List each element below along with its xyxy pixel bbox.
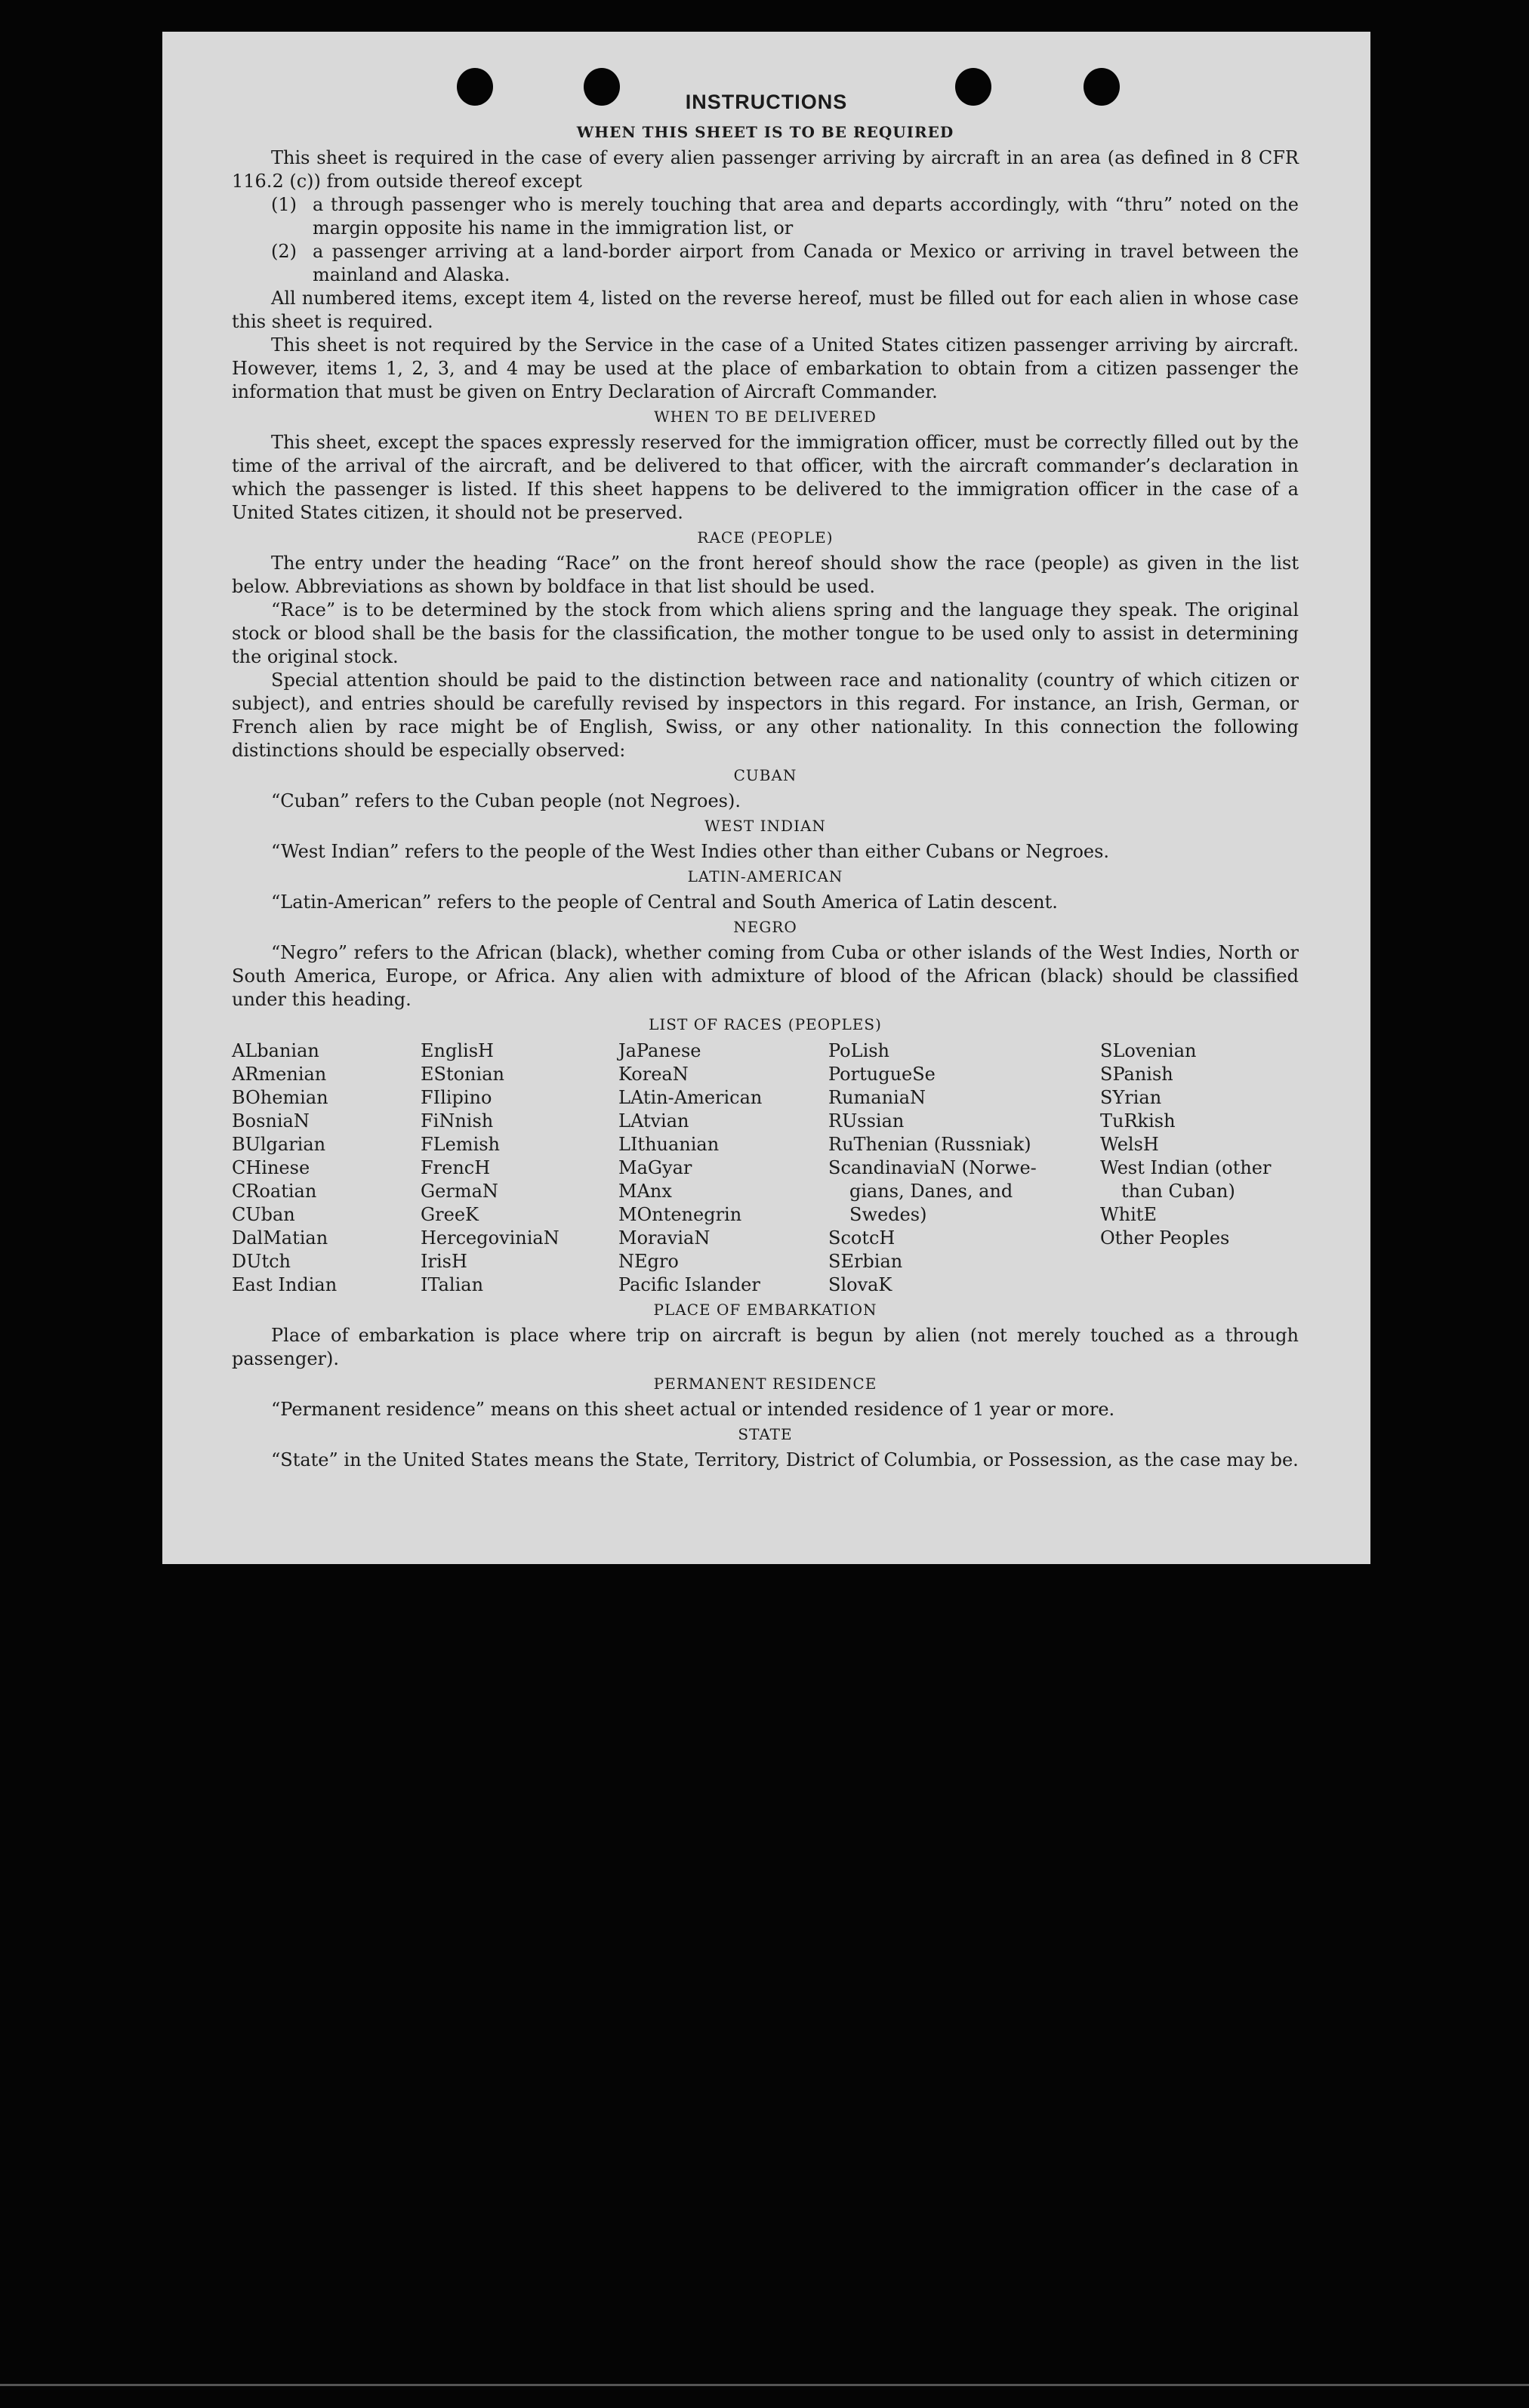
race-entry: ScandinaviaN (Norwe- [828,1157,1037,1178]
race-entry: LIthuanian [618,1134,720,1155]
race-entry: PoLish [828,1040,890,1061]
paragraph: All numbered items, except item 4, listed on the reverse hereof, must be filled out for each alien in whose case this sheet is required. [232,288,1299,332]
race-entry: East Indian [232,1274,338,1295]
race-entry: SErbian [828,1251,903,1272]
paragraph: “State” in the United States means the State, Territory, District of Columbia, or Possession, as the case may be. [271,1449,1299,1470]
race-entry: RUssian [828,1110,905,1132]
scan-edge-line [0,2384,1529,2386]
race-column [232,1039,421,1297]
race-entry: gians, Danes, and [849,1181,1013,1202]
paragraph: “Latin-American” refers to the people of Central and South America of Latin descent. [271,891,1058,913]
race-entry: FiNnish [421,1110,494,1132]
paragraph: “West Indian” refers to the people of the West Indies other than either Cubans or Negroes. [271,841,1110,862]
race-entry: SlovaK [828,1274,892,1295]
race-entry: BUlgarian [232,1134,326,1155]
item-number: (2) [271,241,297,262]
section-heading: PLACE OF EMBARKATION [653,1301,877,1319]
race-entry: ITalian [421,1274,484,1295]
race-entry: SYrian [1100,1087,1162,1108]
race-entry: EStonian [421,1064,504,1085]
paragraph: This sheet is not required by the Service in the case of a United States citizen passenger arriving by aircraft. However, items 1, 2, 3, and 4 may be used at the place of embarkation to obtain from a citizen passenger the information that must be given on Entry Declaration of Aircraft Commander. [232,334,1299,402]
race-entry: KoreaN [618,1064,689,1085]
race-entry: DalMatian [232,1227,328,1249]
paragraph: This sheet is required in the case of every alien passenger arriving by aircraft in an area (as defined in 8 CFR 116.2 (c)) from outside thereof except [232,147,1299,192]
paragraph: “Permanent residence” means on this sheet actual or intended residence of 1 year or more. [271,1399,1115,1420]
paragraph: “Negro” refers to the African (black), whether coming from Cuba or other islands of the West Indies, North or South America, Europe, or Africa. Any alien with admixture of blood of the African (black) should be classified under this heading. [232,942,1299,1010]
race-entry: BOhemian [232,1087,328,1108]
race-entry: MAnx [618,1181,672,1202]
race-entry: IrisH [421,1251,467,1272]
paragraph: Special attention should be paid to the distinction between race and nationality (country of which citizen or subject), and entries should be carefully revised by inspectors in this regard. For instance, an Irish, German, or French alien by race might be of English, Swiss, or any other nationality. In this connection the following distinctions should be especially observed: [232,670,1299,761]
item-number: (1) [271,194,297,215]
race-entry: Swedes) [849,1204,927,1225]
race-entry: PortugueSe [828,1064,936,1085]
race-entry: MaGyar [618,1157,692,1178]
race-entry: RumaniaN [828,1087,926,1108]
race-entry: ARmenian [232,1064,327,1085]
item-text: a through passenger who is merely touching that area and departs accordingly, with “thru” noted on the margin opposite his name in the immigration list, or [313,194,1299,239]
race-entry: FrencH [421,1157,491,1178]
race-entry: WelsH [1100,1134,1159,1155]
section-heading: STATE [738,1425,793,1443]
race-list [232,1039,1299,1297]
race-entry: EnglisH [421,1040,494,1061]
race-entry: Other Peoples [1100,1227,1230,1249]
race-entry: than Cuban) [1121,1181,1235,1202]
paragraph: Place of embarkation is place where trip on aircraft is begun by alien (not merely touched as a through passenger). [232,1325,1299,1369]
race-entry: MOntenegrin [618,1204,742,1225]
paragraph: “Race” is to be determined by the stock from which aliens spring and the language they speak. The original stock or blood shall be the basis for the classification, the mother tongue to be used only to assist in determining the original stock. [232,599,1299,667]
race-column [618,1039,828,1297]
race-entry: CHinese [232,1157,310,1178]
section-heading: CUBAN [733,766,797,784]
list-item [271,193,1299,240]
race-entry: DUtch [232,1251,291,1272]
race-entry: MoraviaN [618,1227,711,1249]
race-entry: TuRkish [1100,1110,1176,1132]
race-column [828,1039,1100,1297]
section-heading: WHEN THIS SHEET IS TO BE REQUIRED [576,123,954,141]
section-heading: LIST OF RACES (PEOPLES) [649,1015,882,1033]
page-title: INSTRUCTIONS [685,91,848,113]
race-entry: FIlipino [421,1087,492,1108]
section-heading: RACE (PEOPLE) [697,528,834,547]
race-column [421,1039,618,1297]
race-entry: GreeK [421,1204,479,1225]
race-entry: CUban [232,1204,295,1225]
race-entry: NEgro [618,1251,679,1272]
paragraph: “Cuban” refers to the Cuban people (not Negroes). [271,790,741,811]
list-item [271,240,1299,287]
race-entry: West Indian (other [1100,1157,1272,1178]
section-heading: WHEN TO BE DELIVERED [654,408,877,426]
race-entry: SPanish [1100,1064,1173,1085]
paragraph: The entry under the heading “Race” on the front hereof should show the race (people) as given in the list below. Abbreviations as shown by boldface in that list should be used. [232,553,1299,597]
document-sheet [162,32,1370,1564]
section-heading: LATIN-AMERICAN [687,867,843,885]
race-entry: RuThenian (Russniak) [828,1134,1031,1155]
race-entry: GermaN [421,1181,498,1202]
race-column [1100,1039,1298,1297]
race-entry: Pacific Islander [618,1274,760,1295]
race-entry: HercegoviniaN [421,1227,560,1249]
section-heading: WEST INDIAN [704,817,826,835]
race-entry: ALbanian [232,1040,319,1061]
race-entry: CRoatian [232,1181,317,1202]
race-entry: WhitE [1100,1204,1157,1225]
instructions-body [232,119,1299,1472]
race-entry: FLemish [421,1134,500,1155]
race-entry: BosniaN [232,1110,310,1132]
race-entry: SLovenian [1100,1040,1197,1061]
paragraph: This sheet, except the spaces expressly reserved for the immigration officer, must be correctly filled out by the time of the arrival of the aircraft, and be delivered to that officer, with the aircraft commander’s declaration in which the passenger is listed. If this sheet happens to be delivered to the immigration officer in the case of a United States citizen, it should not be preserved. [232,432,1299,523]
race-entry: ScotcH [828,1227,896,1249]
race-entry: JaPanese [618,1040,701,1061]
item-text: a passenger arriving at a land-border airport from Canada or Mexico or arriving in travel between the mainland and Alaska. [313,241,1299,285]
race-entry: LAtvian [618,1110,689,1132]
race-entry: LAtin-American [618,1087,763,1108]
section-heading: NEGRO [733,918,797,936]
section-heading: PERMANENT RESIDENCE [653,1375,877,1393]
